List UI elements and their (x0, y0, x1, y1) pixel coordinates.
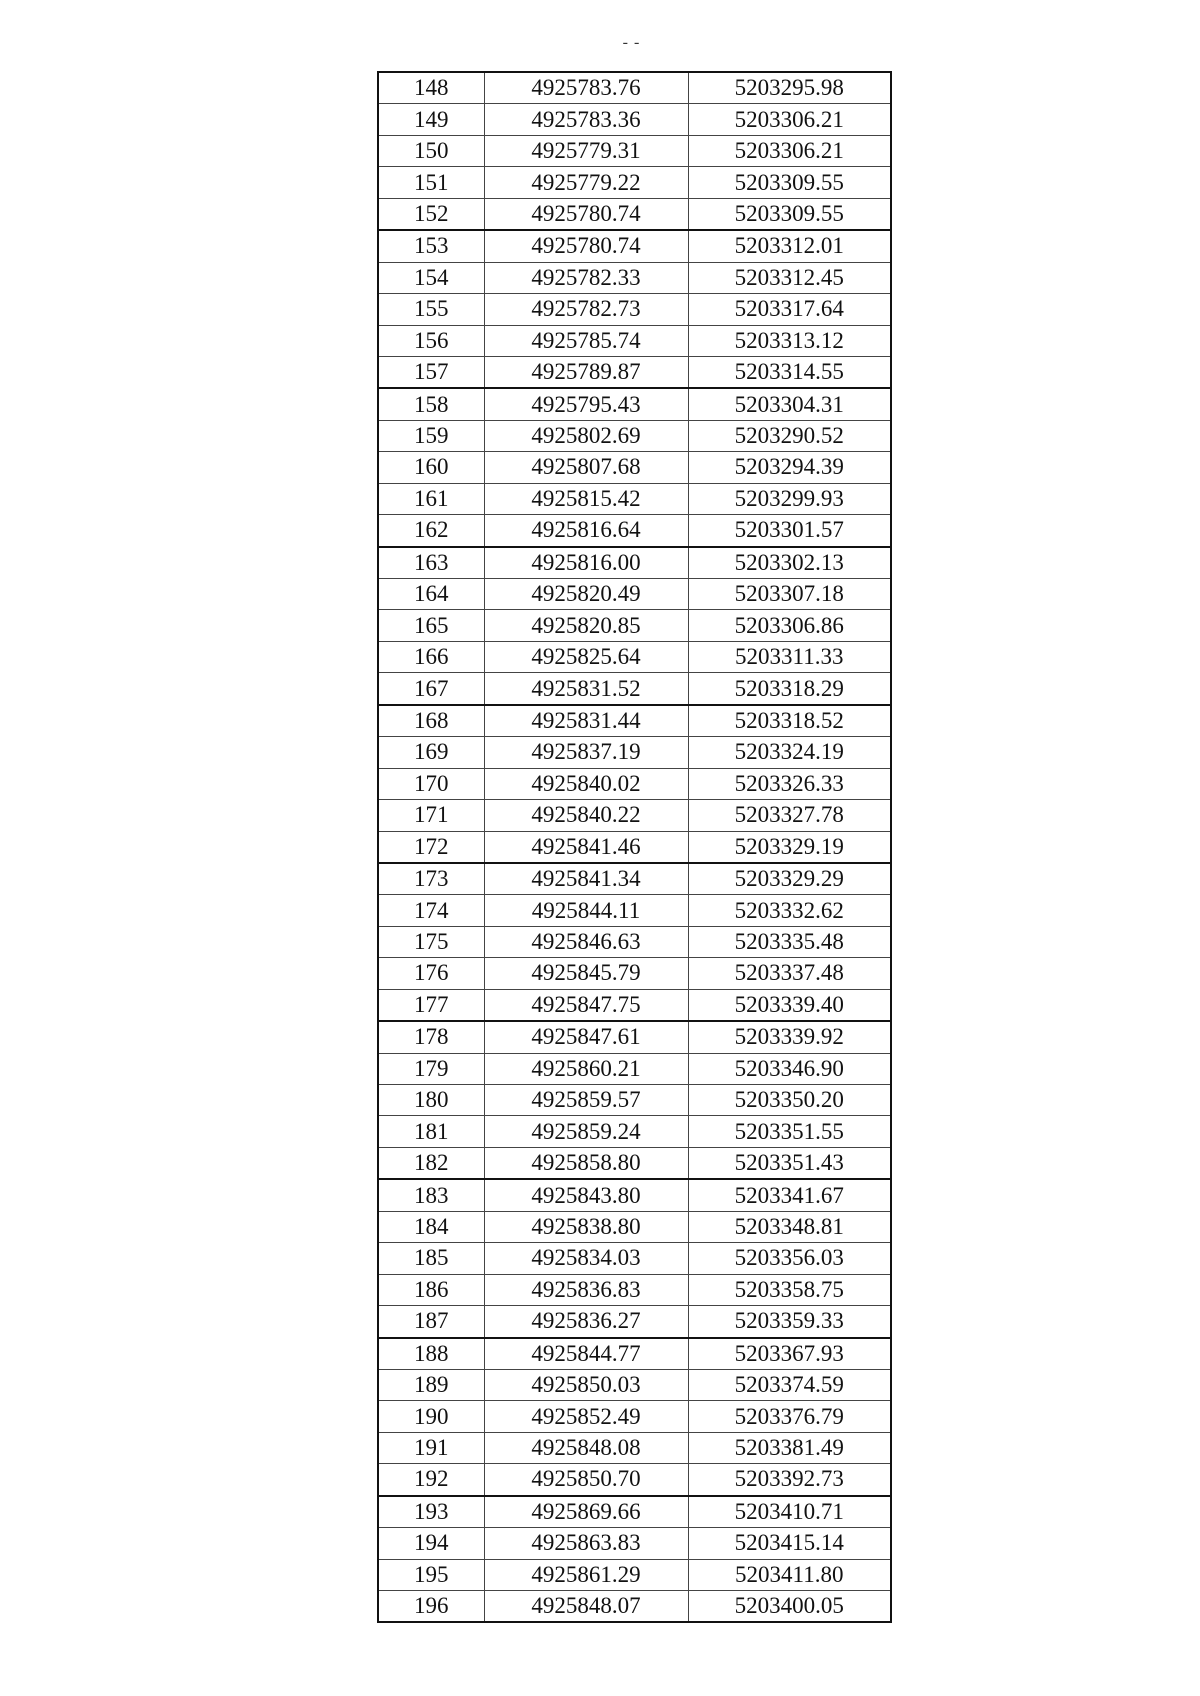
x-coordinate-cell: 4925780.74 (484, 230, 688, 262)
y-coordinate-cell: 5203400.05 (688, 1591, 891, 1623)
y-coordinate-cell: 5203367.93 (688, 1338, 891, 1370)
y-coordinate-cell: 5203324.19 (688, 737, 891, 768)
table-row (378, 1559, 891, 1590)
x-coordinate-cell: 4925836.27 (484, 1306, 688, 1338)
table-row (378, 1085, 891, 1116)
table-row (378, 262, 891, 293)
y-coordinate-cell: 5203318.29 (688, 673, 891, 705)
x-coordinate-cell: 4925863.83 (484, 1528, 688, 1559)
y-coordinate-cell: 5203350.20 (688, 1085, 891, 1116)
page-header-mark: - - (622, 34, 641, 51)
x-coordinate-cell: 4925845.79 (484, 958, 688, 989)
point-number-cell: 172 (378, 831, 484, 863)
x-coordinate-cell: 4925869.66 (484, 1496, 688, 1528)
table-row (378, 294, 891, 325)
x-coordinate-cell: 4925847.75 (484, 989, 688, 1021)
point-number-cell: 183 (378, 1179, 484, 1211)
x-coordinate-cell: 4925816.00 (484, 547, 688, 579)
point-number-cell: 156 (378, 325, 484, 356)
point-number-cell: 155 (378, 294, 484, 325)
y-coordinate-cell: 5203307.18 (688, 579, 891, 610)
table-row (378, 1338, 891, 1370)
y-coordinate-cell: 5203294.39 (688, 452, 891, 483)
y-coordinate-cell: 5203411.80 (688, 1559, 891, 1590)
x-coordinate-cell: 4925820.49 (484, 579, 688, 610)
y-coordinate-cell: 5203317.64 (688, 294, 891, 325)
table-row (378, 1243, 891, 1274)
x-coordinate-cell: 4925820.85 (484, 610, 688, 641)
table-row (378, 547, 891, 579)
x-coordinate-cell: 4925848.08 (484, 1432, 688, 1463)
table-row (378, 135, 891, 166)
table-row (378, 737, 891, 768)
y-coordinate-cell: 5203290.52 (688, 420, 891, 451)
point-number-cell: 150 (378, 135, 484, 166)
x-coordinate-cell: 4925844.77 (484, 1338, 688, 1370)
point-number-cell: 163 (378, 547, 484, 579)
y-coordinate-cell: 5203356.03 (688, 1243, 891, 1274)
point-number-cell: 171 (378, 800, 484, 831)
point-number-cell: 176 (378, 958, 484, 989)
x-coordinate-cell: 4925816.64 (484, 515, 688, 547)
y-coordinate-cell: 5203295.98 (688, 72, 891, 104)
table-row (378, 1021, 891, 1053)
table-row (378, 1528, 891, 1559)
x-coordinate-cell: 4925825.64 (484, 641, 688, 672)
x-coordinate-cell: 4925837.19 (484, 737, 688, 768)
table-row (378, 641, 891, 672)
table-row (378, 958, 891, 989)
x-coordinate-cell: 4925840.22 (484, 800, 688, 831)
point-number-cell: 187 (378, 1306, 484, 1338)
table-row (378, 1369, 891, 1400)
y-coordinate-cell: 5203346.90 (688, 1053, 891, 1084)
x-coordinate-cell: 4925795.43 (484, 388, 688, 420)
table-row (378, 1496, 891, 1528)
coordinates-table-body (378, 72, 891, 1622)
table-row (378, 1432, 891, 1463)
y-coordinate-cell: 5203306.21 (688, 104, 891, 135)
y-coordinate-cell: 5203374.59 (688, 1369, 891, 1400)
table-row (378, 198, 891, 230)
point-number-cell: 192 (378, 1464, 484, 1496)
point-number-cell: 174 (378, 895, 484, 926)
y-coordinate-cell: 5203304.31 (688, 388, 891, 420)
table-row (378, 1116, 891, 1147)
y-coordinate-cell: 5203335.48 (688, 926, 891, 957)
point-number-cell: 152 (378, 198, 484, 230)
table-row (378, 483, 891, 514)
x-coordinate-cell: 4925782.33 (484, 262, 688, 293)
table-row (378, 895, 891, 926)
y-coordinate-cell: 5203301.57 (688, 515, 891, 547)
x-coordinate-cell: 4925838.80 (484, 1211, 688, 1242)
x-coordinate-cell: 4925846.63 (484, 926, 688, 957)
table-row (378, 104, 891, 135)
x-coordinate-cell: 4925807.68 (484, 452, 688, 483)
y-coordinate-cell: 5203313.12 (688, 325, 891, 356)
table-row (378, 1179, 891, 1211)
table-row (378, 926, 891, 957)
point-number-cell: 161 (378, 483, 484, 514)
point-number-cell: 195 (378, 1559, 484, 1590)
y-coordinate-cell: 5203314.55 (688, 356, 891, 388)
y-coordinate-cell: 5203351.55 (688, 1116, 891, 1147)
table-row (378, 167, 891, 198)
x-coordinate-cell: 4925834.03 (484, 1243, 688, 1274)
point-number-cell: 173 (378, 863, 484, 895)
x-coordinate-cell: 4925852.49 (484, 1401, 688, 1432)
x-coordinate-cell: 4925785.74 (484, 325, 688, 356)
table-row (378, 1274, 891, 1305)
point-number-cell: 148 (378, 72, 484, 104)
y-coordinate-cell: 5203341.67 (688, 1179, 891, 1211)
point-number-cell: 188 (378, 1338, 484, 1370)
y-coordinate-cell: 5203337.48 (688, 958, 891, 989)
table-row (378, 673, 891, 705)
x-coordinate-cell: 4925779.22 (484, 167, 688, 198)
point-number-cell: 179 (378, 1053, 484, 1084)
point-number-cell: 149 (378, 104, 484, 135)
table-row (378, 1211, 891, 1242)
y-coordinate-cell: 5203339.40 (688, 989, 891, 1021)
x-coordinate-cell: 4925780.74 (484, 198, 688, 230)
table-row (378, 72, 891, 104)
point-number-cell: 151 (378, 167, 484, 198)
point-number-cell: 178 (378, 1021, 484, 1053)
x-coordinate-cell: 4925861.29 (484, 1559, 688, 1590)
y-coordinate-cell: 5203348.81 (688, 1211, 891, 1242)
point-number-cell: 154 (378, 262, 484, 293)
x-coordinate-cell: 4925783.76 (484, 72, 688, 104)
y-coordinate-cell: 5203392.73 (688, 1464, 891, 1496)
table-row (378, 388, 891, 420)
y-coordinate-cell: 5203415.14 (688, 1528, 891, 1559)
x-coordinate-cell: 4925831.44 (484, 705, 688, 737)
y-coordinate-cell: 5203381.49 (688, 1432, 891, 1463)
point-number-cell: 160 (378, 452, 484, 483)
y-coordinate-cell: 5203359.33 (688, 1306, 891, 1338)
point-number-cell: 166 (378, 641, 484, 672)
y-coordinate-cell: 5203299.93 (688, 483, 891, 514)
y-coordinate-cell: 5203311.33 (688, 641, 891, 672)
point-number-cell: 181 (378, 1116, 484, 1147)
x-coordinate-cell: 4925836.83 (484, 1274, 688, 1305)
point-number-cell: 180 (378, 1085, 484, 1116)
point-number-cell: 186 (378, 1274, 484, 1305)
table-row (378, 863, 891, 895)
point-number-cell: 165 (378, 610, 484, 641)
point-number-cell: 189 (378, 1369, 484, 1400)
x-coordinate-cell: 4925859.24 (484, 1116, 688, 1147)
point-number-cell: 182 (378, 1147, 484, 1179)
table-row (378, 831, 891, 863)
table-row (378, 579, 891, 610)
point-number-cell: 168 (378, 705, 484, 737)
x-coordinate-cell: 4925848.07 (484, 1591, 688, 1623)
point-number-cell: 164 (378, 579, 484, 610)
point-number-cell: 167 (378, 673, 484, 705)
point-number-cell: 190 (378, 1401, 484, 1432)
x-coordinate-cell: 4925858.80 (484, 1147, 688, 1179)
point-number-cell: 177 (378, 989, 484, 1021)
y-coordinate-cell: 5203326.33 (688, 768, 891, 799)
x-coordinate-cell: 4925783.36 (484, 104, 688, 135)
point-number-cell: 153 (378, 230, 484, 262)
x-coordinate-cell: 4925843.80 (484, 1179, 688, 1211)
x-coordinate-cell: 4925782.73 (484, 294, 688, 325)
point-number-cell: 157 (378, 356, 484, 388)
table-row (378, 1591, 891, 1623)
y-coordinate-cell: 5203376.79 (688, 1401, 891, 1432)
y-coordinate-cell: 5203309.55 (688, 167, 891, 198)
y-coordinate-cell: 5203332.62 (688, 895, 891, 926)
x-coordinate-cell: 4925844.11 (484, 895, 688, 926)
y-coordinate-cell: 5203302.13 (688, 547, 891, 579)
x-coordinate-cell: 4925789.87 (484, 356, 688, 388)
table-row (378, 452, 891, 483)
table-row (378, 356, 891, 388)
point-number-cell: 162 (378, 515, 484, 547)
y-coordinate-cell: 5203306.21 (688, 135, 891, 166)
table-row (378, 515, 891, 547)
y-coordinate-cell: 5203351.43 (688, 1147, 891, 1179)
point-number-cell: 175 (378, 926, 484, 957)
y-coordinate-cell: 5203329.19 (688, 831, 891, 863)
x-coordinate-cell: 4925840.02 (484, 768, 688, 799)
table-row (378, 705, 891, 737)
table-row (378, 1147, 891, 1179)
y-coordinate-cell: 5203312.45 (688, 262, 891, 293)
point-number-cell: 193 (378, 1496, 484, 1528)
table-row (378, 230, 891, 262)
table-row (378, 610, 891, 641)
table-row (378, 800, 891, 831)
point-number-cell: 158 (378, 388, 484, 420)
x-coordinate-cell: 4925802.69 (484, 420, 688, 451)
x-coordinate-cell: 4925841.34 (484, 863, 688, 895)
coordinates-table-container (377, 71, 890, 1623)
x-coordinate-cell: 4925850.70 (484, 1464, 688, 1496)
y-coordinate-cell: 5203410.71 (688, 1496, 891, 1528)
y-coordinate-cell: 5203306.86 (688, 610, 891, 641)
point-number-cell: 184 (378, 1211, 484, 1242)
table-row (378, 768, 891, 799)
x-coordinate-cell: 4925831.52 (484, 673, 688, 705)
x-coordinate-cell: 4925779.31 (484, 135, 688, 166)
x-coordinate-cell: 4925841.46 (484, 831, 688, 863)
y-coordinate-cell: 5203329.29 (688, 863, 891, 895)
table-row (378, 1053, 891, 1084)
table-row (378, 1306, 891, 1338)
point-number-cell: 169 (378, 737, 484, 768)
x-coordinate-cell: 4925860.21 (484, 1053, 688, 1084)
table-row (378, 989, 891, 1021)
coordinates-table (377, 71, 892, 1623)
y-coordinate-cell: 5203309.55 (688, 198, 891, 230)
point-number-cell: 185 (378, 1243, 484, 1274)
y-coordinate-cell: 5203327.78 (688, 800, 891, 831)
y-coordinate-cell: 5203318.52 (688, 705, 891, 737)
table-row (378, 1464, 891, 1496)
table-row (378, 1401, 891, 1432)
point-number-cell: 196 (378, 1591, 484, 1623)
point-number-cell: 194 (378, 1528, 484, 1559)
point-number-cell: 170 (378, 768, 484, 799)
x-coordinate-cell: 4925850.03 (484, 1369, 688, 1400)
table-row (378, 420, 891, 451)
x-coordinate-cell: 4925847.61 (484, 1021, 688, 1053)
y-coordinate-cell: 5203339.92 (688, 1021, 891, 1053)
y-coordinate-cell: 5203358.75 (688, 1274, 891, 1305)
x-coordinate-cell: 4925859.57 (484, 1085, 688, 1116)
point-number-cell: 159 (378, 420, 484, 451)
point-number-cell: 191 (378, 1432, 484, 1463)
x-coordinate-cell: 4925815.42 (484, 483, 688, 514)
y-coordinate-cell: 5203312.01 (688, 230, 891, 262)
table-row (378, 325, 891, 356)
